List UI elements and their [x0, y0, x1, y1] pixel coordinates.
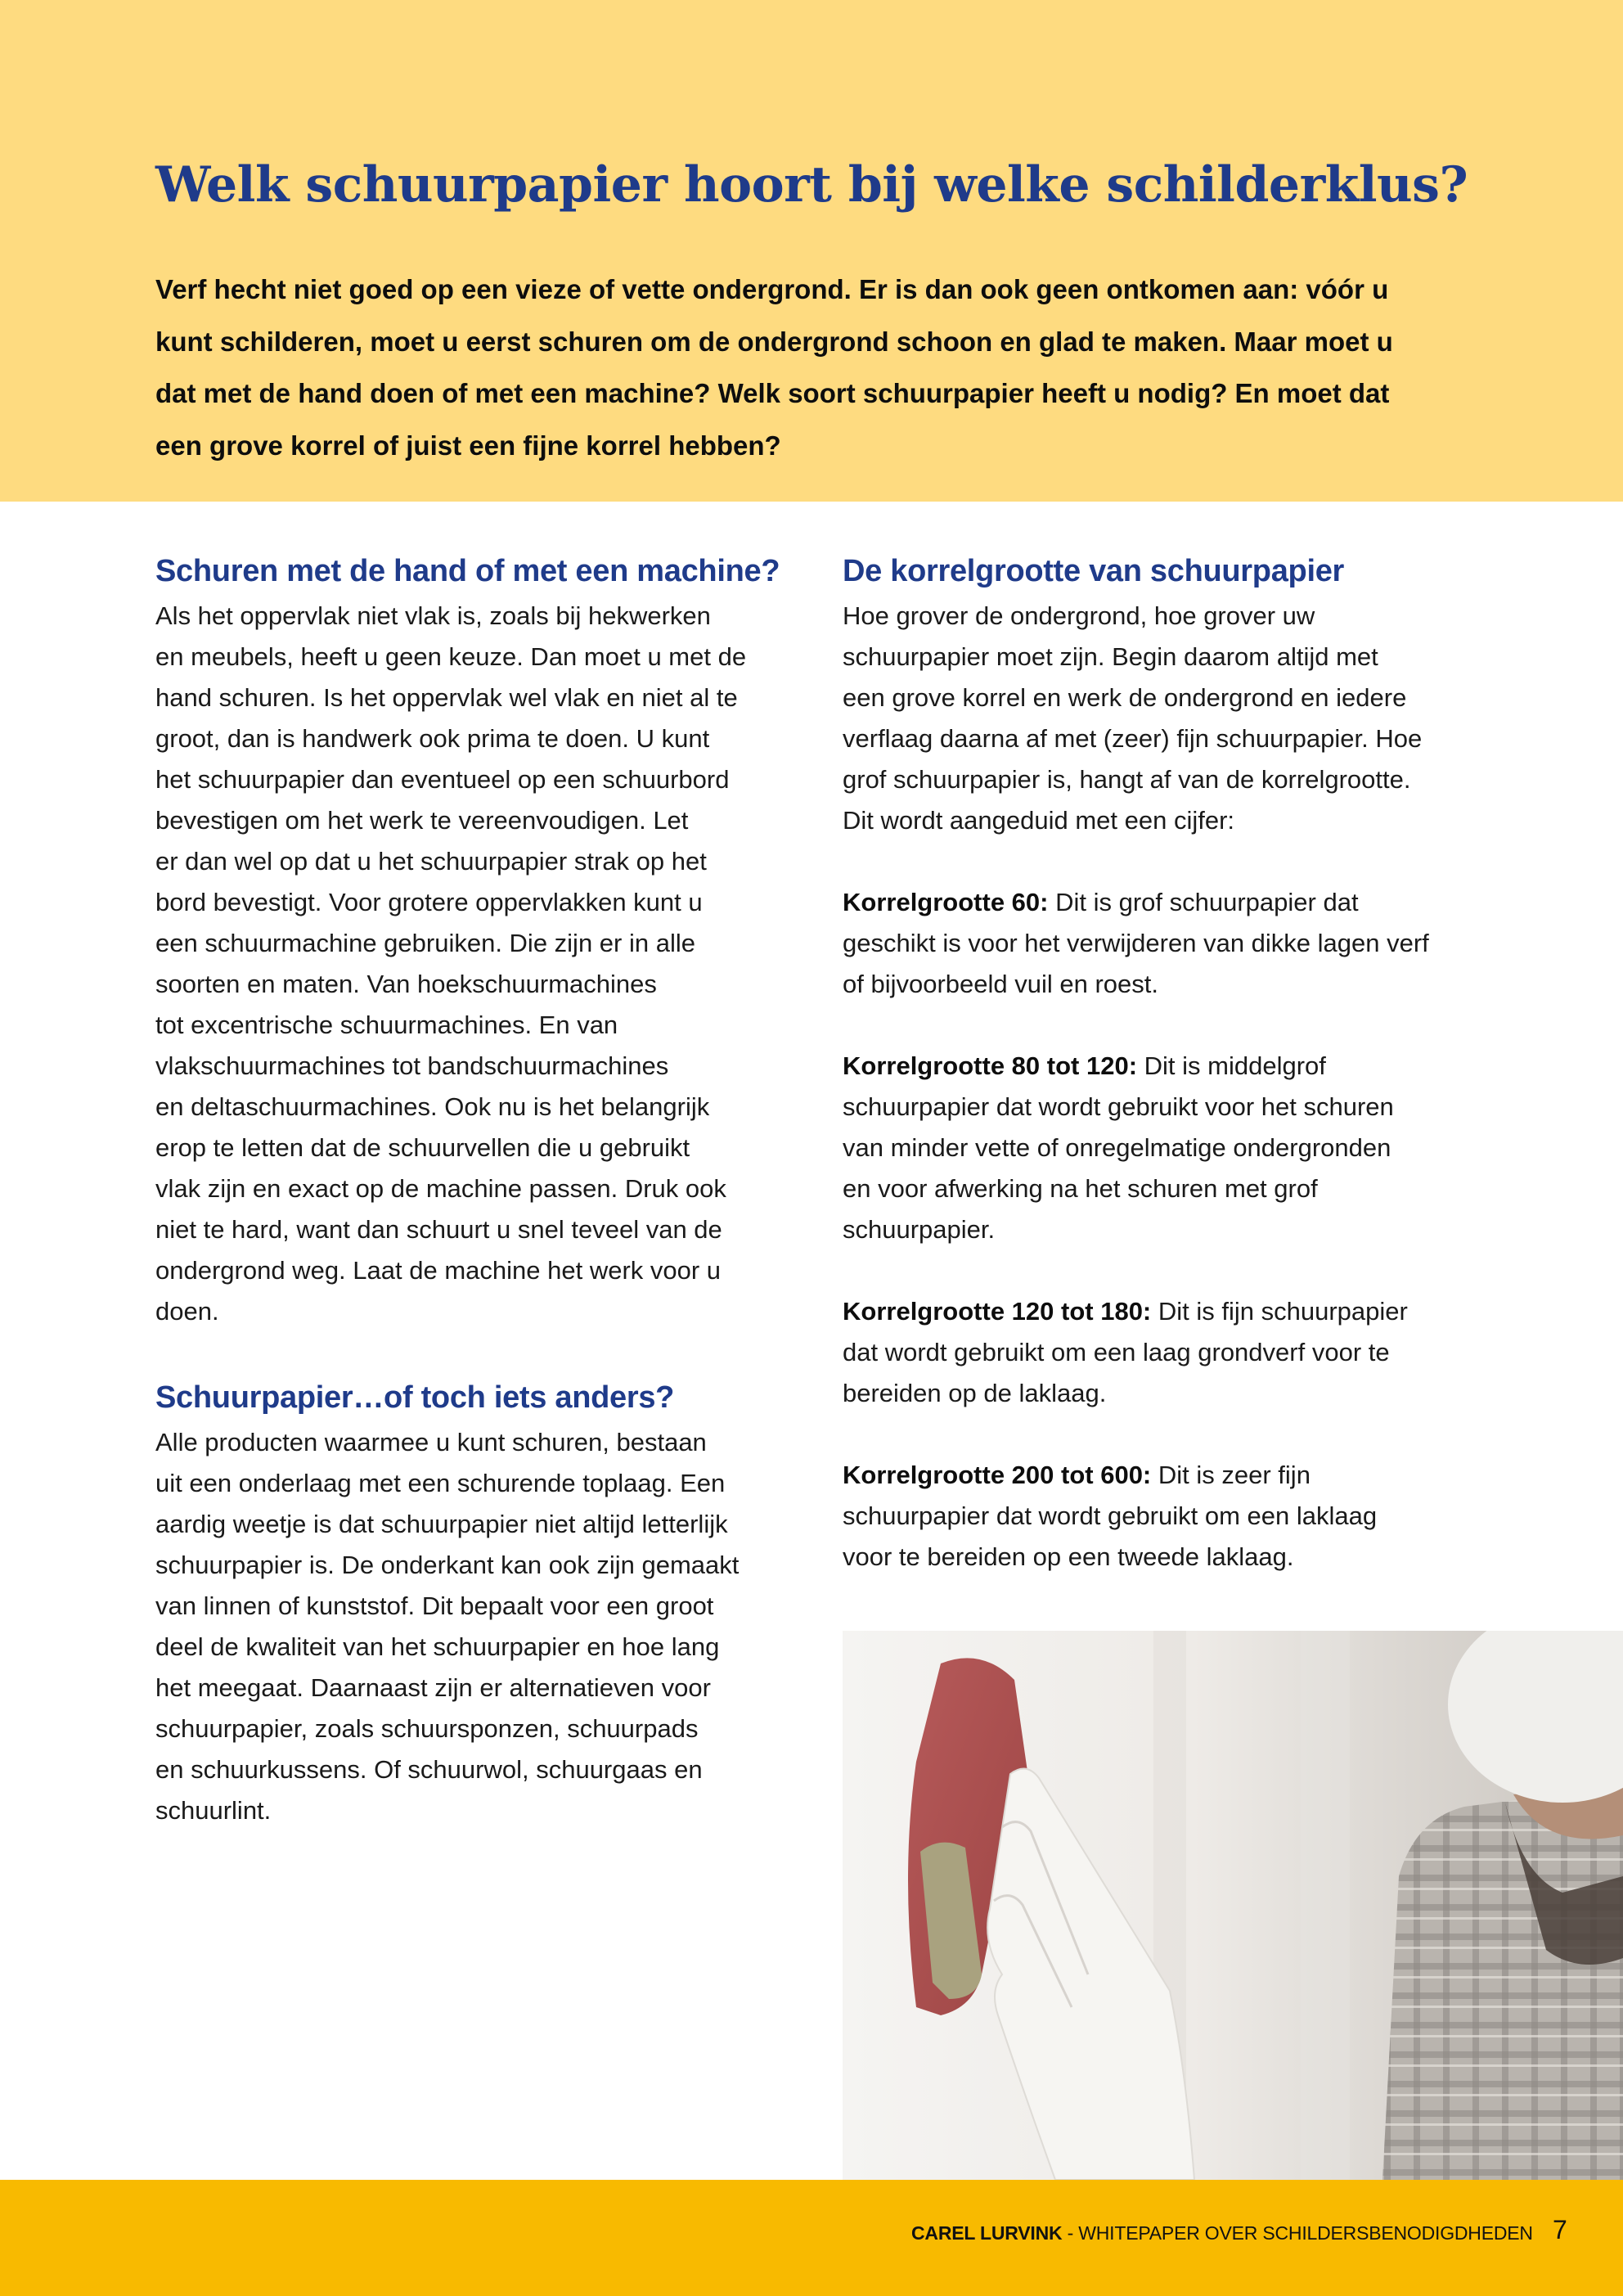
- body-line: Hoe grover de ondergrond, hoe grover uw: [843, 601, 1315, 630]
- grit-label: Korrelgrootte 200 tot 600:: [843, 1461, 1152, 1489]
- plaid-shirt: [1382, 1786, 1623, 2180]
- body-line: Als het oppervlak niet vlak is, zoals bij hekwerken: [155, 601, 711, 630]
- grit-description-line: en voor afwerking na het schuren met grof: [843, 1174, 1318, 1203]
- section-body-hand-or-machine: [155, 596, 794, 1332]
- body-line: schuurpapier, zoals schuursponzen, schuurpads: [155, 1714, 699, 1743]
- grit-entry: [843, 1046, 1481, 1250]
- page-number: 7: [1553, 2215, 1567, 2244]
- body-line: hand schuren. Is het oppervlak wel vlak en niet al te: [155, 683, 738, 712]
- intro-line: een grove korrel of juist een fijne korrel hebben?: [155, 430, 781, 461]
- body-line: deel de kwaliteit van het schuurpapier en hoe lang: [155, 1632, 720, 1661]
- grit-first-line: [843, 1455, 1481, 1496]
- footer-separator: -: [1062, 2222, 1079, 2244]
- footer-caption: [911, 2219, 1533, 2247]
- body-line: doen.: [155, 1297, 219, 1326]
- body-line: Dit wordt aangeduid met een cijfer:: [843, 806, 1235, 835]
- body-line: het schuurpapier dan eventueel op een schuurbord: [155, 765, 730, 794]
- body-line: vlakschuurmachines tot bandschuurmachines: [155, 1051, 669, 1080]
- grit-first-line: [843, 1046, 1481, 1087]
- body-line: tot excentrische schuurmachines. En van: [155, 1011, 618, 1039]
- body-line: een grove korrel en werk de ondergrond en iedere: [843, 683, 1407, 712]
- body-line: verflaag daarna af met (zeer) fijn schuurpapier. Hoe: [843, 724, 1423, 753]
- sanding-photo: [843, 1631, 1623, 2180]
- body-line: erop te letten dat de schuurvellen die u gebruikt: [155, 1133, 690, 1162]
- paragraph-gap: [843, 1005, 1481, 1046]
- grit-label: Korrelgrootte 60:: [843, 888, 1049, 916]
- body-line: groot, dan is handwerk ook prima te doen. U kunt: [155, 724, 710, 753]
- grit-entry: [843, 882, 1481, 1005]
- grit-description-line: bereiden op de laklaag.: [843, 1379, 1107, 1407]
- intro-paragraph: [155, 263, 1481, 471]
- intro-line: dat met de hand doen of met een machine? Welk soort schuurpapier heeft u nodig? En moet dat: [155, 378, 1390, 408]
- body-line: er dan wel op dat u het schuurpapier strak op het: [155, 847, 707, 876]
- body-line: soorten en maten. Van hoekschuurmachines: [155, 970, 657, 998]
- paragraph-gap: [843, 841, 1481, 882]
- grit-description-line: schuurpapier dat wordt gebruikt om een laklaag: [843, 1501, 1378, 1530]
- intro-line: kunt schilderen, moet u eerst schuren om de ondergrond schoon en glad te maken. Maar moet u: [155, 326, 1393, 357]
- grit-description-line: dat wordt gebruikt om een laag grondverf voor te: [843, 1338, 1390, 1366]
- body-line: niet te hard, want dan schuurt u snel teveel van de: [155, 1215, 722, 1244]
- grit-first-line: [843, 882, 1481, 923]
- body-line: het meegaat. Daarnaast zijn er alternatieven voor: [155, 1673, 711, 1702]
- section-body-alternatives: [155, 1422, 794, 1831]
- grit-description-start: Dit is zeer fijn: [1158, 1461, 1311, 1489]
- body-line: en schuurkussens. Of schuurwol, schuurgaas en: [155, 1755, 703, 1784]
- body-line: grof schuurpapier is, hangt af van de korrelgrootte.: [843, 765, 1411, 794]
- grit-entry: [843, 1455, 1481, 1578]
- body-line: schuurpapier is. De onderkant kan ook zijn gemaakt: [155, 1551, 740, 1579]
- grit-description-line: schuurpapier dat wordt gebruikt voor het schuren: [843, 1092, 1394, 1121]
- body-line: bevestigen om het werk te vereenvoudigen. Let: [155, 806, 689, 835]
- grit-label: Korrelgrootte 80 tot 120:: [843, 1051, 1138, 1080]
- grit-description-start: Dit is middelgrof: [1144, 1051, 1326, 1080]
- footer-brand: CAREL LURVINK: [911, 2222, 1063, 2244]
- left-column: [155, 547, 794, 1831]
- body-line: een schuurmachine gebruiken. Die zijn er in alle: [155, 929, 695, 957]
- intro-line: Verf hecht niet goed op een vieze of vette ondergrond. Er is dan ook geen ontkomen aan: vóór u: [155, 274, 1389, 304]
- grit-description-line: geschikt is voor het verwijderen van dikke lagen verf: [843, 929, 1429, 957]
- grit-description-line: of bijvoorbeeld vuil en roest.: [843, 970, 1159, 998]
- paragraph-gap: [843, 1250, 1481, 1291]
- body-line: van linnen of kunststof. Dit bepaalt voor een groot: [155, 1591, 714, 1620]
- section-heading-alternatives: Schuurpapier…of toch iets anders?: [155, 1380, 675, 1415]
- photo-icon: [843, 1631, 1623, 2180]
- body-line: schuurpapier moet zijn. Begin daarom altijd met: [843, 642, 1378, 671]
- grit-label: Korrelgrootte 120 tot 180:: [843, 1297, 1152, 1326]
- grit-entry: [843, 1291, 1481, 1414]
- body-line: en meubels, heeft u geen keuze. Dan moet u met de: [155, 642, 747, 671]
- body-line: bord bevestigt. Voor grotere oppervlakken kunt u: [155, 888, 703, 916]
- right-column: [843, 547, 1481, 1578]
- body-line: Alle producten waarmee u kunt schuren, bestaan: [155, 1428, 707, 1456]
- section-heading-grit-size: De korrelgrootte van schuurpapier: [843, 554, 1345, 588]
- body-line: schuurlint.: [155, 1796, 272, 1825]
- paragraph-gap: [843, 1414, 1481, 1455]
- grit-description-line: van minder vette of onregelmatige ondergronden: [843, 1133, 1391, 1162]
- body-line: ondergrond weg. Laat de machine het werk voor u: [155, 1256, 722, 1285]
- grit-description-line: voor te bereiden op een tweede laklaag.: [843, 1542, 1294, 1571]
- grit-description-start: Dit is fijn schuurpapier: [1158, 1297, 1408, 1326]
- body-line: aardig weetje is dat schuurpapier niet altijd letterlijk: [155, 1510, 728, 1538]
- footer-subtitle: WHITEPAPER OVER SCHILDERSBENODIGDHEDEN: [1078, 2222, 1533, 2244]
- body-line: en deltaschuurmachines. Ook nu is het belangrijk: [155, 1092, 710, 1121]
- section-body-grit-size: [843, 596, 1481, 1578]
- section-heading-hand-or-machine: Schuren met de hand of met een machine?: [155, 554, 780, 588]
- body-line: uit een onderlaag met een schurende toplaag. Een: [155, 1469, 726, 1497]
- grit-first-line: [843, 1291, 1481, 1332]
- page-title: Welk schuurpapier hoort bij welke schilderklus?: [155, 156, 1468, 214]
- grit-description-start: Dit is grof schuurpapier dat: [1055, 888, 1359, 916]
- body-line: vlak zijn en exact op de machine passen. Druk ook: [155, 1174, 726, 1203]
- grit-description-line: schuurpapier.: [843, 1215, 996, 1244]
